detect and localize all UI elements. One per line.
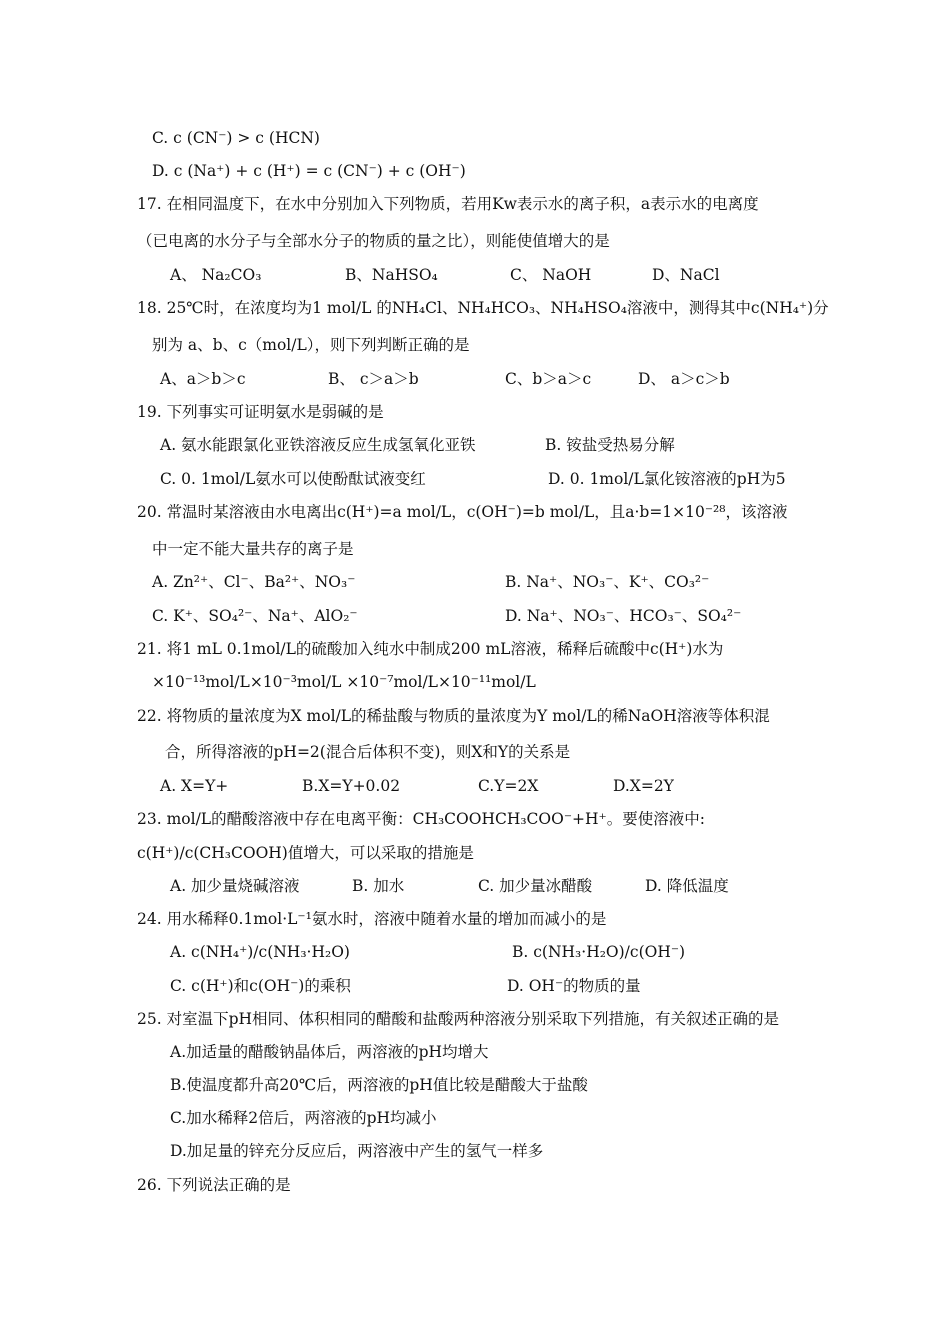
- q20-stem-line1: 20. 常温时某溶液由水电离出c(H⁺)=a mol/L，c(OH⁻)=b mol/L，且a·b=1×10⁻²⁸，该溶液: [137, 503, 788, 521]
- q19-option-a: A. 氨水能跟氯化亚铁溶液反应生成氢氧化亚铁: [160, 436, 476, 454]
- q17-stem-line2: （已电离的水分子与全部水分子的物质的量之比），则能使值增大的是: [137, 232, 610, 250]
- q24-option-b: B. c(NH₃·H₂O)/c(OH⁻): [512, 943, 686, 961]
- q16-option-d: D. c (Na⁺) + c (H⁺) = c (CN⁻) + c (OH⁻): [152, 162, 466, 180]
- q21-stem: 21. 将1 mL 0.1mol/L的硫酸加入纯水中制成200 mL溶液，稀释后硫酸中c(H⁺)水为: [137, 640, 724, 658]
- q16-option-c: C. c (CN⁻) > c (HCN): [152, 129, 320, 147]
- q23-option-a: A. 加少量烧碱溶液: [170, 877, 300, 895]
- q23-stem-line1: 23. mol/L的醋酸溶液中存在电离平衡：CH₃COOHCH₃COO⁻+H⁺。要使溶液中:: [137, 810, 705, 828]
- q22-stem-line1: 22. 将物质的量浓度为X mol/L的稀盐酸与物质的量浓度为Y mol/L的稀NaOH溶液等体积混: [137, 707, 770, 725]
- q18-stem-line2: 别为 a、b、c（mol/L），则下列判断正确的是: [152, 336, 470, 354]
- q19-option-b: B. 铵盐受热易分解: [545, 436, 675, 454]
- q25-stem: 25. 对室温下pH相同、体积相同的醋酸和盐酸两种溶液分别采取下列措施，有关叙述正确的是: [137, 1010, 780, 1028]
- q18-option-d: D、 a＞c＞b: [638, 370, 730, 388]
- q25-option-c: C.加水稀释2倍后，两溶液的pH均减小: [170, 1109, 437, 1127]
- q24-option-c: C. c(H⁺)和c(OH⁻)的乘积: [170, 977, 351, 995]
- q20-option-d: D. Na⁺、NO₃⁻、HCO₃⁻、SO₄²⁻: [505, 607, 742, 625]
- q19-option-c: C. 0. 1mol/L氨水可以使酚酞试液变红: [160, 470, 426, 488]
- q17-option-c: C、 NaOH: [510, 266, 592, 284]
- q25-option-d: D.加足量的锌充分反应后，两溶液中产生的氢气一样多: [170, 1142, 544, 1160]
- q22-stem-line2: 合，所得溶液的pH=2(混合后体积不变)，则X和Y的关系是: [165, 743, 571, 761]
- q22-option-c: C.Y=2X: [478, 777, 539, 795]
- q26-stem: 26. 下列说法正确的是: [137, 1176, 291, 1194]
- q25-option-b: B.使温度都升高20℃后，两溶液的pH值比较是醋酸大于盐酸: [170, 1076, 588, 1094]
- q23-option-d: D. 降低温度: [645, 877, 729, 895]
- q17-option-b: B、NaHSO₄: [345, 266, 438, 284]
- q20-option-b: B. Na⁺、NO₃⁻、K⁺、CO₃²⁻: [505, 573, 710, 591]
- q23-stem-line2: c(H⁺)/c(CH₃COOH)值增大，可以采取的措施是: [137, 844, 474, 862]
- q18-option-b: B、 c＞a＞b: [328, 370, 419, 388]
- q22-option-a: A. X=Y+: [160, 777, 229, 795]
- q22-option-d: D.X=2Y: [613, 777, 674, 795]
- q25-option-a: A.加适量的醋酸钠晶体后，两溶液的pH均增大: [170, 1043, 489, 1061]
- q19-option-d: D. 0. 1mol/L氯化铵溶液的pH为5: [548, 470, 786, 488]
- q19-stem: 19. 下列事实可证明氨水是弱碱的是: [137, 403, 384, 421]
- q24-option-d: D. OH⁻的物质的量: [507, 977, 641, 995]
- q21-options: ×10⁻¹³mol/L×10⁻³mol/L ×10⁻⁷mol/L×10⁻¹¹mol/L: [152, 673, 536, 691]
- q23-option-c: C. 加少量冰醋酸: [478, 877, 593, 895]
- q20-stem-line2: 中一定不能大量共存的离子是: [152, 540, 354, 558]
- q24-stem: 24. 用水稀释0.1mol·L⁻¹氨水时，溶液中随着水量的增加而减小的是: [137, 910, 607, 928]
- q17-option-d: D、NaCl: [652, 266, 720, 284]
- q20-option-a: A. Zn²⁺、Cl⁻、Ba²⁺、NO₃⁻: [152, 573, 356, 591]
- q18-option-a: A、a＞b＞c: [160, 370, 246, 388]
- q24-option-a: A. c(NH₄⁺)/c(NH₃·H₂O): [170, 943, 350, 961]
- q23-option-b: B. 加水: [352, 877, 405, 895]
- q18-stem-line1: 18. 25℃时，在浓度均为1 mol/L 的NH₄Cl、NH₄HCO₃、NH₄HSO₄溶液中，测得其中c(NH₄⁺)分: [137, 299, 829, 317]
- q17-stem-line1: 17. 在相同温度下，在水中分别加入下列物质，若用Kw表示水的离子积，a表示水的电离度: [137, 195, 759, 213]
- q20-option-c: C. K⁺、SO₄²⁻、Na⁺、AlO₂⁻: [152, 607, 358, 625]
- q18-option-c: C、b＞a＞c: [505, 370, 592, 388]
- q22-option-b: B.X=Y+0.02: [302, 777, 401, 795]
- q17-option-a: A、 Na₂CO₃: [170, 266, 262, 284]
